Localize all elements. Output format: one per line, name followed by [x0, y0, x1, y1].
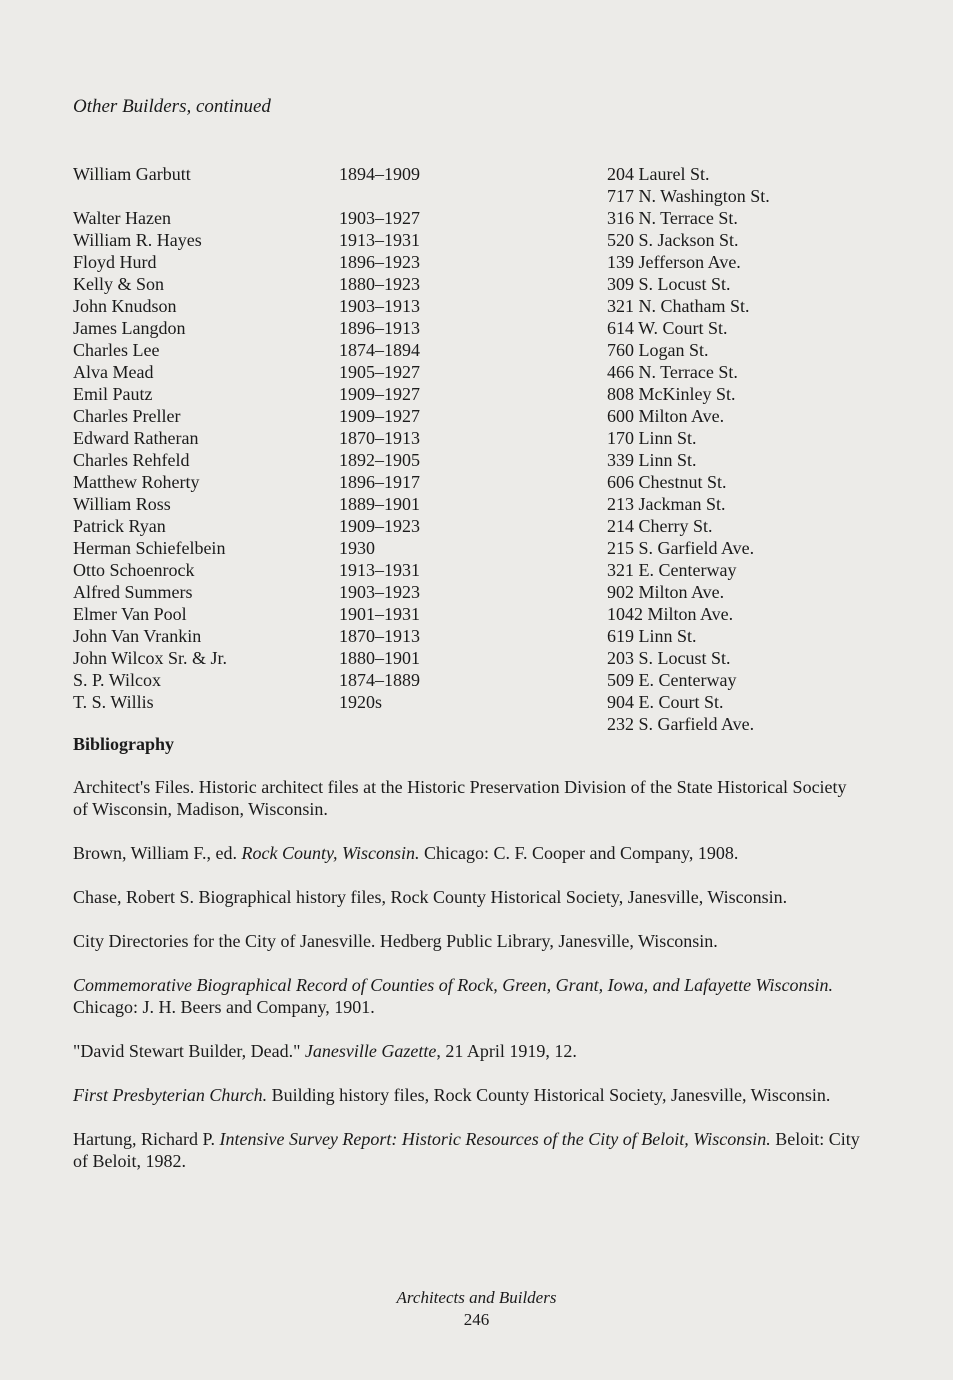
- entry-text: Intensive Survey Report: Historic Resources of the City of Beloit, Wisconsin.: [219, 1129, 771, 1149]
- entry-text: Hartung, Richard P.: [73, 1129, 220, 1149]
- builder-row: [73, 647, 893, 669]
- builder-name: Emil Pautz: [73, 384, 153, 404]
- entry-text: Commemorative Biographical Record of Counties of Rock, Green, Grant, Iowa, and Lafayette Wisconsin.: [73, 975, 834, 995]
- builder-address: 204 Laurel St.: [607, 164, 710, 184]
- builder-address: 902 Milton Ave.: [607, 582, 725, 602]
- builder-address: 606 Chestnut St.: [607, 472, 727, 492]
- builder-row: [73, 427, 893, 449]
- builder-row: [73, 317, 893, 339]
- bibliography-entry: [73, 930, 863, 952]
- builder-name: Herman Schiefelbein: [73, 538, 226, 558]
- entry-text: Chicago: J. H. Beers and Company, 1901.: [73, 997, 375, 1017]
- builder-address: 214 Cherry St.: [607, 516, 713, 536]
- builder-name: John Wilcox Sr. & Jr.: [73, 648, 227, 668]
- builder-row: [73, 383, 893, 405]
- builder-row: [73, 493, 893, 515]
- builder-address: 203 S. Locust St.: [607, 648, 731, 668]
- builder-name: John Knudson: [73, 296, 177, 316]
- builder-name: Charles Preller: [73, 406, 181, 426]
- builder-dates: 1903–1927: [339, 208, 420, 228]
- builder-dates: 1896–1917: [339, 472, 420, 492]
- builder-name: Floyd Hurd: [73, 252, 157, 272]
- builder-dates: 1870–1913: [339, 626, 420, 646]
- builder-row: [73, 713, 893, 735]
- builder-dates: 1909–1923: [339, 516, 420, 536]
- builder-dates: 1894–1909: [339, 164, 420, 184]
- builder-row: [73, 691, 893, 713]
- builder-dates: 1920s: [339, 692, 383, 712]
- entry-text: First Presbyterian Church.: [73, 1085, 268, 1105]
- builder-name: William Ross: [73, 494, 171, 514]
- builder-dates: 1930: [339, 538, 375, 558]
- builder-dates: 1892–1905: [339, 450, 420, 470]
- builder-address: 760 Logan St.: [607, 340, 709, 360]
- builder-name: S. P. Wilcox: [73, 670, 161, 690]
- builder-row: [73, 537, 893, 559]
- builder-dates: 1880–1923: [339, 274, 420, 294]
- section-title: Other Builders, continued: [73, 96, 271, 117]
- builder-row: [73, 559, 893, 581]
- builder-address: 316 N. Terrace St.: [607, 208, 738, 228]
- entry-text: Building history files, Rock County Historical Society, Janesville, Wisconsin.: [267, 1085, 831, 1105]
- entry-text: Rock County, Wisconsin.: [241, 843, 420, 863]
- builder-row: [73, 273, 893, 295]
- entry-text: Architect's Files. Historic architect files at the Historic Preservation Division of the State Historical Society of Wisconsin, Madison, Wisconsin.: [73, 777, 847, 819]
- builder-address: 509 E. Centerway: [607, 670, 737, 690]
- builder-dates: 1913–1931: [339, 230, 420, 250]
- builder-name: T. S. Willis: [73, 692, 154, 712]
- builder-dates: 1909–1927: [339, 406, 420, 426]
- bibliography-entry: [73, 1040, 863, 1062]
- builder-name: Kelly & Son: [73, 274, 165, 294]
- builder-dates: 1896–1913: [339, 318, 420, 338]
- builder-name: Elmer Van Pool: [73, 604, 187, 624]
- entry-text: "David Stewart Builder, Dead.": [73, 1041, 305, 1061]
- bibliography-entry: [73, 1084, 863, 1106]
- builder-address: 614 W. Court St.: [607, 318, 728, 338]
- builder-dates: 1880–1901: [339, 648, 420, 668]
- builder-dates: 1903–1923: [339, 582, 420, 602]
- builder-dates: 1874–1894: [339, 340, 420, 360]
- builder-row: [73, 251, 893, 273]
- builder-address: 717 N. Washington St.: [607, 186, 770, 206]
- builder-address: 215 S. Garfield Ave.: [607, 538, 755, 558]
- builder-address: 520 S. Jackson St.: [607, 230, 739, 250]
- builder-row: [73, 339, 893, 361]
- builders-list: [73, 163, 893, 735]
- page-number: 246: [463, 1310, 490, 1329]
- builder-name: William R. Hayes: [73, 230, 202, 250]
- bibliography-entry: [73, 1128, 863, 1172]
- builder-name: Patrick Ryan: [73, 516, 166, 536]
- entry-text: Beloit: City of Beloit, 1982.: [73, 1129, 860, 1171]
- builder-address: 808 McKinley St.: [607, 384, 736, 404]
- builder-row: [73, 185, 893, 207]
- builder-dates: 1870–1913: [339, 428, 420, 448]
- builder-address: 466 N. Terrace St.: [607, 362, 738, 382]
- builder-name: Alfred Summers: [73, 582, 193, 602]
- entry-text: Janesville Gazette: [304, 1041, 437, 1061]
- footer-title: Architects and Builders: [396, 1288, 557, 1307]
- builder-address: 619 Linn St.: [607, 626, 697, 646]
- builder-dates: 1905–1927: [339, 362, 420, 382]
- builder-row: [73, 207, 893, 229]
- builder-address: 213 Jackman St.: [607, 494, 726, 514]
- entry-text: Chase, Robert S. Biographical history files, Rock County Historical Society, Janesville, Wisconsin.: [73, 887, 788, 907]
- builder-name: Edward Ratheran: [73, 428, 199, 448]
- bibliography-entry: [73, 886, 863, 908]
- builder-address: 600 Milton Ave.: [607, 406, 725, 426]
- builder-address: 321 E. Centerway: [607, 560, 737, 580]
- builder-row: [73, 229, 893, 251]
- builder-name: William Garbutt: [73, 164, 191, 184]
- builder-dates: 1874–1889: [339, 670, 420, 690]
- builder-address: 309 S. Locust St.: [607, 274, 731, 294]
- builder-dates: 1903–1913: [339, 296, 420, 316]
- builder-row: [73, 603, 893, 625]
- bibliography-entry: [73, 842, 863, 864]
- builder-row: [73, 295, 893, 317]
- bibliography-entry: [73, 974, 863, 1018]
- builder-dates: 1889–1901: [339, 494, 420, 514]
- builder-address: 321 N. Chatham St.: [607, 296, 750, 316]
- bibliography-heading: Bibliography: [73, 734, 175, 754]
- builder-row: [73, 163, 893, 185]
- builder-name: Alva Mead: [73, 362, 154, 382]
- builder-name: Otto Schoenrock: [73, 560, 195, 580]
- builder-row: [73, 361, 893, 383]
- entry-text: , 21 April 1919, 12.: [436, 1041, 577, 1061]
- builder-name: Charles Lee: [73, 340, 160, 360]
- builder-name: Walter Hazen: [73, 208, 171, 228]
- builder-dates: 1896–1923: [339, 252, 420, 272]
- builder-address: 339 Linn St.: [607, 450, 697, 470]
- builder-address: 232 S. Garfield Ave.: [607, 714, 755, 734]
- entry-text: Chicago: C. F. Cooper and Company, 1908.: [419, 843, 739, 863]
- builder-row: [73, 405, 893, 427]
- builder-row: [73, 515, 893, 537]
- builder-address: 904 E. Court St.: [607, 692, 724, 712]
- builder-dates: 1909–1927: [339, 384, 420, 404]
- builder-dates: 1901–1931: [339, 604, 420, 624]
- entry-text: City Directories for the City of Janesville. Hedberg Public Library, Janesville, Wisconsin.: [73, 931, 718, 951]
- builder-row: [73, 581, 893, 603]
- builder-row: [73, 625, 893, 647]
- bibliography-list: [73, 776, 863, 1194]
- builder-name: James Langdon: [73, 318, 186, 338]
- builder-address: 139 Jefferson Ave.: [607, 252, 741, 272]
- builder-row: [73, 449, 893, 471]
- builder-address: 170 Linn St.: [607, 428, 697, 448]
- builder-name: John Van Vrankin: [73, 626, 202, 646]
- builder-address: 1042 Milton Ave.: [607, 604, 734, 624]
- builder-row: [73, 669, 893, 691]
- entry-text: Brown, William F., ed.: [73, 843, 242, 863]
- bibliography-entry: [73, 776, 863, 820]
- builder-name: Matthew Roherty: [73, 472, 200, 492]
- builder-name: Charles Rehfeld: [73, 450, 190, 470]
- builder-row: [73, 471, 893, 493]
- builder-dates: 1913–1931: [339, 560, 420, 580]
